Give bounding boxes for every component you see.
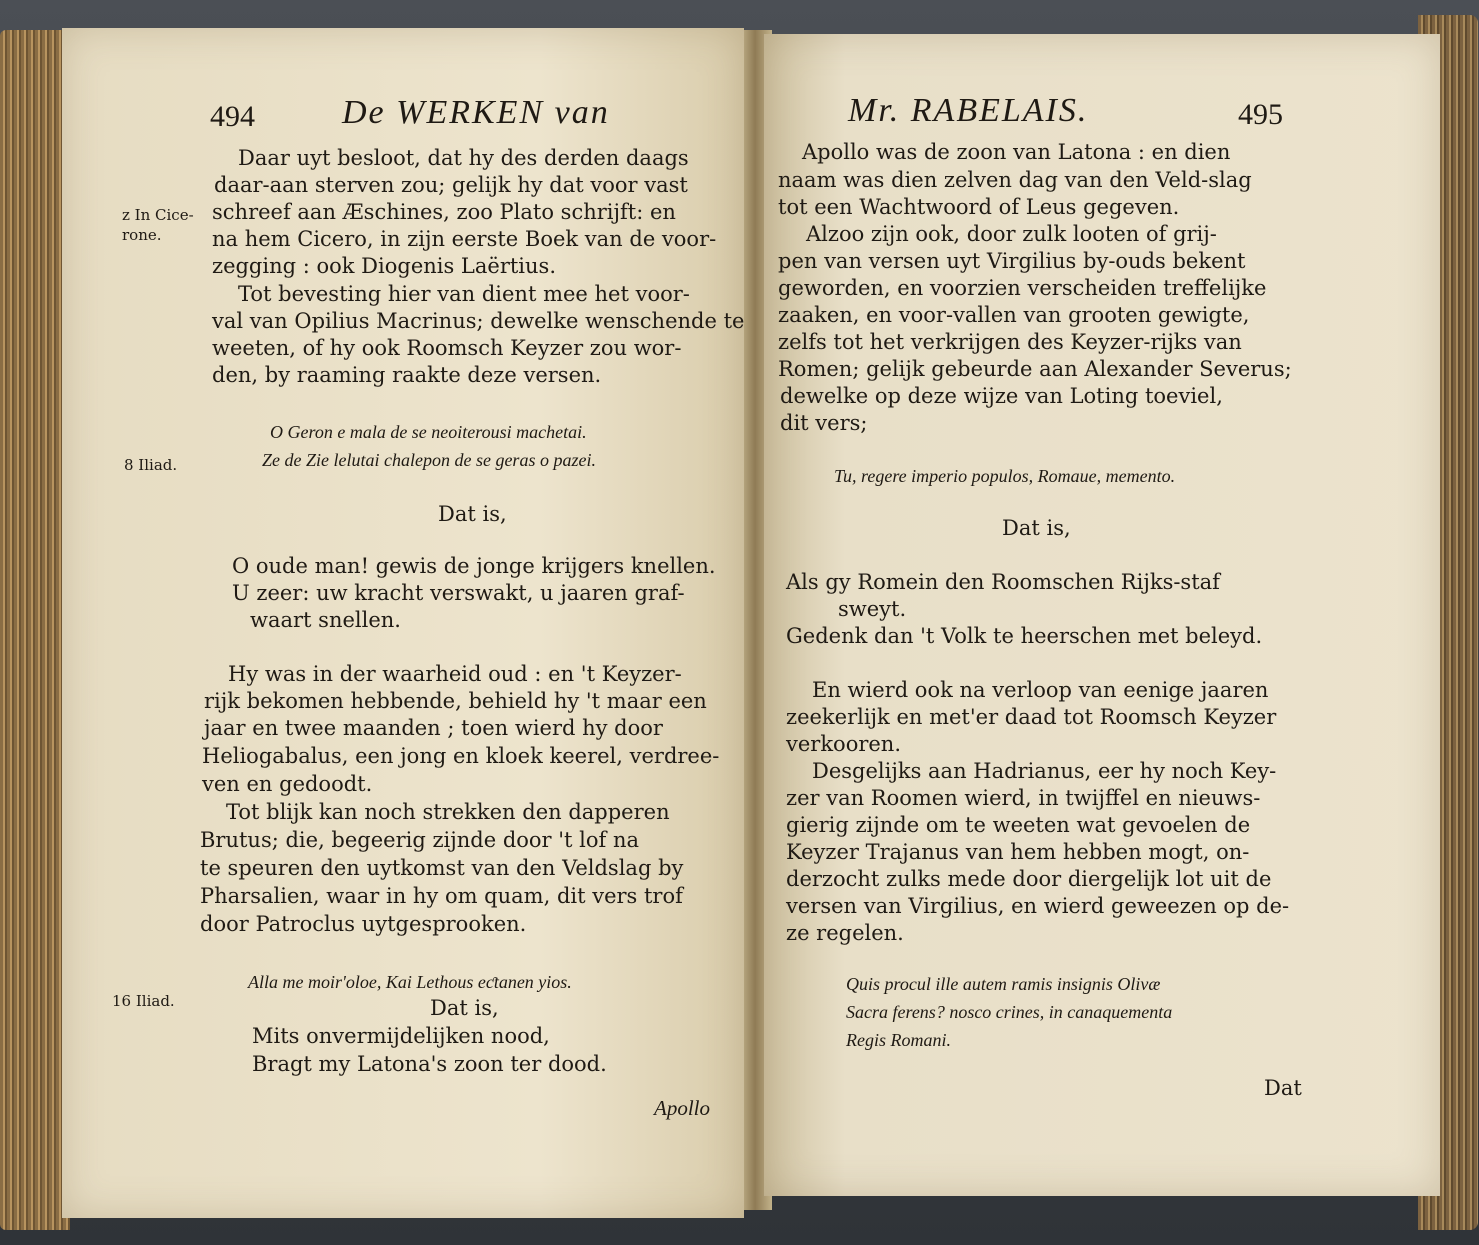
text-line: Brutus; die, begeerig zijnde door 't lof na [200, 828, 640, 852]
text-line: Apollo was de zoon van Latona : en dien [802, 140, 1231, 164]
text-line: na hem Cicero, in zijn eerste Boek van de voor- [212, 227, 717, 251]
verse-line: O Geron e mala de se neoiterousi machetai. [270, 422, 587, 442]
text-line: tot een Wachtwoord of Leus gegeven. [778, 195, 1180, 219]
text-line: Daar uyt besloot, dat hy des derden daags [238, 146, 689, 170]
text-line: den, by raaming raakte deze versen. [212, 363, 602, 387]
dat-is: Dat is, [430, 996, 499, 1020]
poem-line: Bragt my Latona's zoon ter dood. [252, 1052, 607, 1076]
text-line: te speuren den uytkomst van den Veldslag by [200, 856, 684, 880]
text-line: schreef aan Æschines, zoo Plato schrijft: en [212, 200, 676, 224]
text-line: pen van versen uyt Virgilius by-ouds bekent [778, 249, 1246, 273]
catchword: Dat [1264, 1076, 1302, 1100]
text-line: dit vers; [780, 411, 868, 435]
verse-line: Quis procul ille autem ramis insignis Olivæ [846, 974, 1161, 994]
text-line: naam was dien zelven dag van den Veld-slag [778, 168, 1252, 192]
text-line: door Patroclus uytgesprooken. [200, 912, 527, 936]
text-line: val van Opilius Macrinus; dewelke wenschende te [212, 309, 744, 333]
text-line: geworden, en voorzien verscheiden treffelijke [778, 276, 1267, 300]
text-line: Alzoo zijn ook, door zulk looten of grij- [806, 222, 1217, 246]
text-line: Keyzer Trajanus van hem hebben mogt, on- [786, 840, 1250, 864]
right-page [764, 34, 1440, 1196]
text-line: daar-aan sterven zou; gelijk hy dat voor vast [214, 173, 688, 197]
dat-is: Dat is, [438, 502, 507, 526]
text-line: ze regelen. [786, 921, 904, 945]
text-line: zer van Roomen wierd, in twijffel en nieuws- [786, 786, 1261, 810]
text-line: dewelke op deze wijze van Loting toeviel, [780, 384, 1223, 408]
text-line: Pharsalien, waar in hy om quam, dit vers trof [200, 884, 683, 908]
poem-line: sweyt. [838, 597, 907, 621]
running-header: Mr. RABELAIS. [848, 92, 1089, 129]
text-line: weeten, of hy ook Roomsch Keyzer zou wor- [212, 336, 682, 360]
margin-note: 8 Iliad. [124, 456, 178, 474]
verse-line: Regis Romani. [846, 1030, 951, 1050]
text-line: zegging : ook Diogenis Laërtius. [212, 254, 556, 278]
verse-line: Ze de Zie lelutai chalepon de se geras o pazei. [262, 450, 596, 470]
text-line: jaar en twee maanden ; toen wierd hy door [204, 716, 663, 740]
poem-line: Als gy Romein den Roomschen Rijks-staf [786, 570, 1220, 594]
verse-line: Tu, regere imperio populos, Romaue, memento. [834, 466, 1176, 486]
catchword: Apollo [654, 1096, 710, 1120]
text-line: zelfs tot het verkrijgen des Keyzer-rijks van [778, 330, 1242, 354]
text-line: Heliogabalus, een jong en kloek keerel, verdree- [202, 744, 720, 768]
text-line: verkooren. [786, 732, 902, 756]
poem-line: Mits onvermijdelijken nood, [252, 1024, 550, 1048]
dat-is: Dat is, [1002, 516, 1071, 540]
text-line: zaaken, en voor-vallen van grooten gewigte, [778, 303, 1250, 327]
poem-line: Gedenk dan 't Volk te heerschen met beleyd. [786, 624, 1263, 648]
margin-note: z In Cice- [122, 206, 194, 224]
poem-line: O oude man! gewis de jonge krijgers knellen. [232, 554, 716, 578]
verse-line: Alla me moir'oloe, Kai Lethous eƈtanen yios. [248, 972, 572, 992]
text-line: Tot bevesting hier van dient mee het voor- [238, 282, 690, 306]
text-line: Desgelijks aan Hadrianus, eer hy noch Key- [812, 759, 1277, 783]
poem-line: U zeer: uw kracht verswakt, u jaaren graf- [232, 581, 685, 605]
text-line: rijk bekomen hebbende, behield hy 't maar een [204, 689, 707, 713]
margin-note: rone. [122, 226, 162, 244]
page-number: 494 [210, 100, 255, 133]
text-line: ven en gedoodt. [202, 772, 373, 796]
text-line: Romen; gelijk gebeurde aan Alexander Severus; [778, 357, 1292, 381]
page-number: 495 [1238, 98, 1283, 131]
left-page [62, 28, 744, 1218]
verse-line: Sacra ferens? nosco crines, in canaquementa [846, 1002, 1173, 1022]
text-line: zeekerlijk en met'er daad tot Roomsch Keyzer [786, 705, 1277, 729]
text-line: Tot blijk kan noch strekken den dapperen [226, 800, 670, 824]
margin-note: 16 Iliad. [112, 992, 175, 1010]
text-line: versen van Virgilius, en wierd geweezen op de- [786, 894, 1290, 918]
book-edge-left [0, 30, 70, 1230]
text-line: derzocht zulks mede door diergelijk lot uit de [786, 867, 1272, 891]
poem-line: waart snellen. [250, 608, 401, 632]
text-line: gierig zijnde om te weeten wat gevoelen de [786, 813, 1251, 837]
running-header: De WERKEN van [342, 94, 610, 131]
text-line: En wierd ook na verloop van eenige jaaren [812, 678, 1269, 702]
text-line: Hy was in der waarheid oud : en 't Keyzer- [228, 662, 682, 686]
